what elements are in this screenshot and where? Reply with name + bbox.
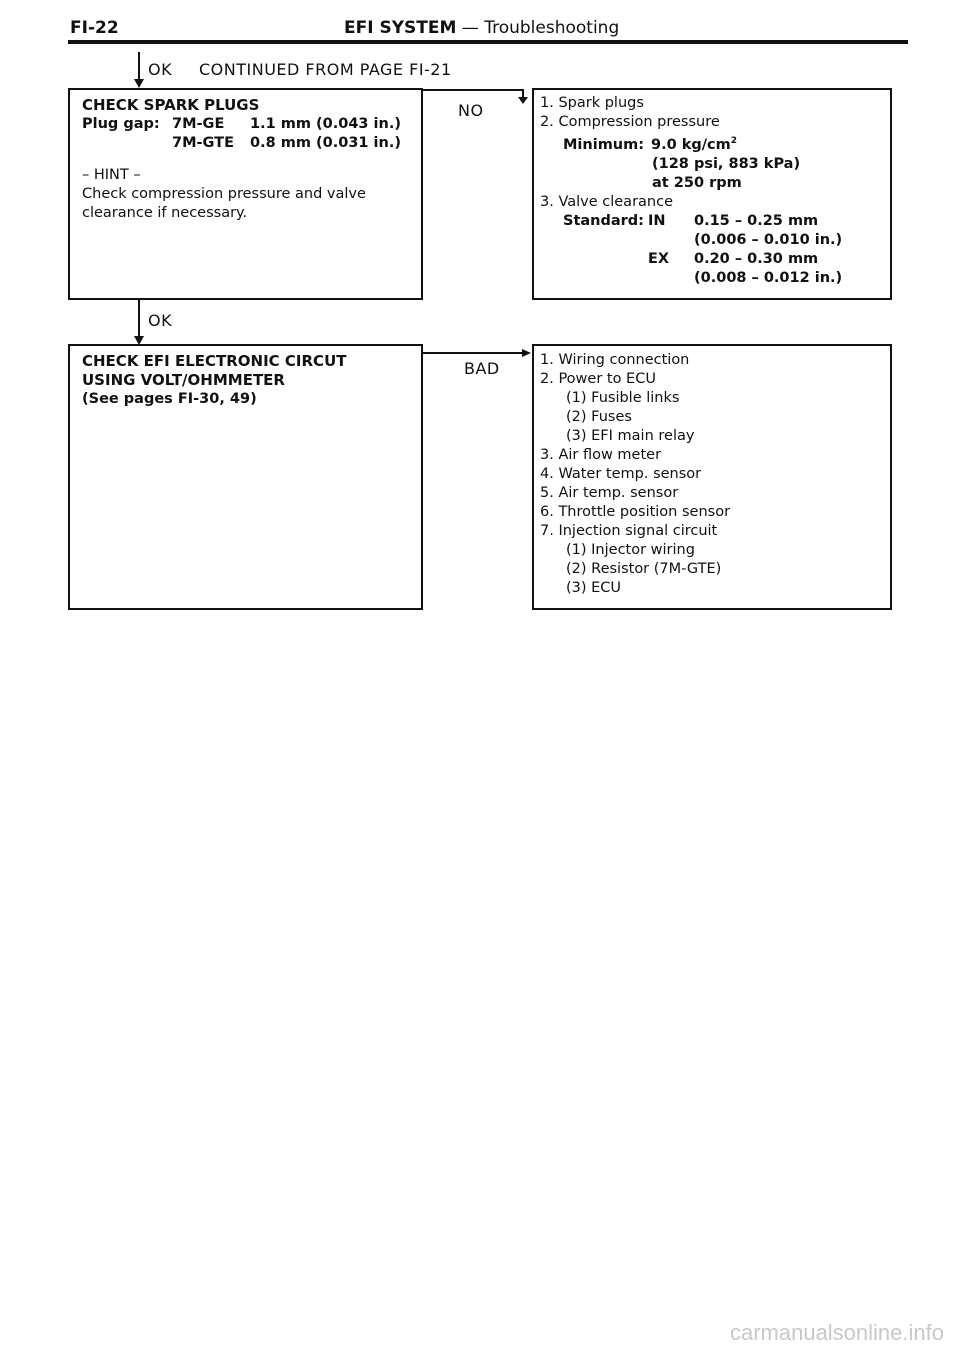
- result-item: 7. Injection signal circuit: [540, 523, 718, 539]
- check-efi-heading-line2: USING VOLT/OHMMETER: [82, 371, 285, 389]
- result-subitem: (3) ECU: [566, 580, 622, 596]
- engine-label: 7M-GTE: [172, 135, 234, 151]
- plug-gap-label: Plug gap:: [82, 116, 160, 132]
- gap-value: 0.8 mm (0.031 in.): [250, 135, 401, 151]
- minimum-value: 9.0 kg/cm: [651, 136, 731, 153]
- ex-label: EX: [648, 250, 670, 267]
- plug-gap-row: [82, 115, 417, 134]
- hint-title: – HINT –: [82, 167, 141, 183]
- no-connector-line: [423, 89, 523, 91]
- valve-in-row: [540, 212, 890, 231]
- compression-rpm: at 250 rpm: [652, 174, 742, 191]
- result-item: 6. Throttle position sensor: [540, 504, 731, 520]
- minimum-label: Minimum:: [563, 136, 645, 153]
- no-label: NO: [458, 101, 484, 120]
- check-spark-plugs-heading: CHECK SPARK PLUGS: [82, 96, 260, 114]
- check-spark-plugs-box: [68, 88, 423, 300]
- mid-connector-line: [138, 300, 140, 338]
- compression-conversion: (128 psi, 883 kPa): [652, 155, 801, 172]
- result-item: 5. Air temp. sensor: [540, 485, 679, 501]
- in-label: IN: [648, 212, 666, 229]
- efi-result-list: [540, 351, 890, 598]
- result-item: 3. Air flow meter: [540, 447, 662, 463]
- hint-text-line: clearance if necessary.: [82, 205, 248, 221]
- header-rule: [68, 40, 908, 44]
- top-ok-label: OK: [148, 60, 173, 79]
- result-subitem: (1) Fusible links: [566, 390, 680, 406]
- result-item: 1. Spark plugs: [540, 95, 644, 111]
- result-item: 2. Power to ECU: [540, 371, 656, 387]
- watermark: carmanualsonline.info: [729, 1320, 944, 1345]
- spark-plug-result-box: [532, 88, 892, 300]
- result-subitem: (2) Resistor (7M-GTE): [566, 561, 722, 577]
- in-value: 0.15 – 0.25 mm: [694, 212, 819, 229]
- gap-value: 1.1 mm (0.043 in.): [250, 116, 401, 132]
- page-title-bold: EFI SYSTEM: [344, 18, 457, 38]
- result-item: 4. Water temp. sensor: [540, 466, 702, 482]
- result-item: 1. Wiring connection: [540, 352, 690, 368]
- ex-value: 0.20 – 0.30 mm: [694, 250, 819, 267]
- bad-connector-line: [423, 352, 523, 354]
- efi-circuit-result-box: [532, 344, 892, 610]
- top-connector-arrow: [134, 79, 144, 88]
- see-pages-ref: (See pages FI-30, 49): [82, 391, 257, 407]
- bad-label: BAD: [464, 359, 500, 378]
- result-subitem: (3) EFI main relay: [566, 428, 695, 444]
- plug-gap-spacer: [82, 134, 172, 153]
- compression-min-row: [540, 132, 890, 155]
- page-title-rest: — Troubleshooting: [456, 18, 620, 38]
- ex-conversion: (0.008 – 0.012 in.): [694, 269, 843, 286]
- plug-gap-table: [82, 115, 417, 153]
- bad-connector-arrow: [522, 349, 531, 357]
- standard-label: Standard:: [563, 212, 644, 229]
- in-conversion: (0.006 – 0.010 in.): [694, 231, 843, 248]
- plug-gap-row: [82, 134, 417, 153]
- result-item: 3. Valve clearance: [540, 193, 673, 210]
- result-subitem: (2) Fuses: [566, 409, 632, 425]
- page-number: FI-22: [70, 18, 119, 38]
- result-item: 2. Compression pressure: [540, 114, 720, 130]
- no-connector-arrow: [518, 97, 528, 104]
- minimum-sup: 2: [730, 136, 738, 146]
- valve-ex-row: [540, 250, 890, 269]
- check-efi-heading-line1: CHECK EFI ELECTRONIC CIRCUT: [82, 352, 347, 370]
- engine-label: 7M-GE: [172, 116, 225, 132]
- top-connector-line: [138, 52, 140, 80]
- continued-label: CONTINUED FROM PAGE FI-21: [199, 60, 452, 79]
- result-subitem: (1) Injector wiring: [566, 542, 695, 558]
- mid-ok-label: OK: [148, 311, 173, 330]
- hint-text-line: Check compression pressure and valve: [82, 186, 366, 202]
- check-efi-circuit-box: [68, 344, 423, 610]
- page-title: [344, 18, 619, 38]
